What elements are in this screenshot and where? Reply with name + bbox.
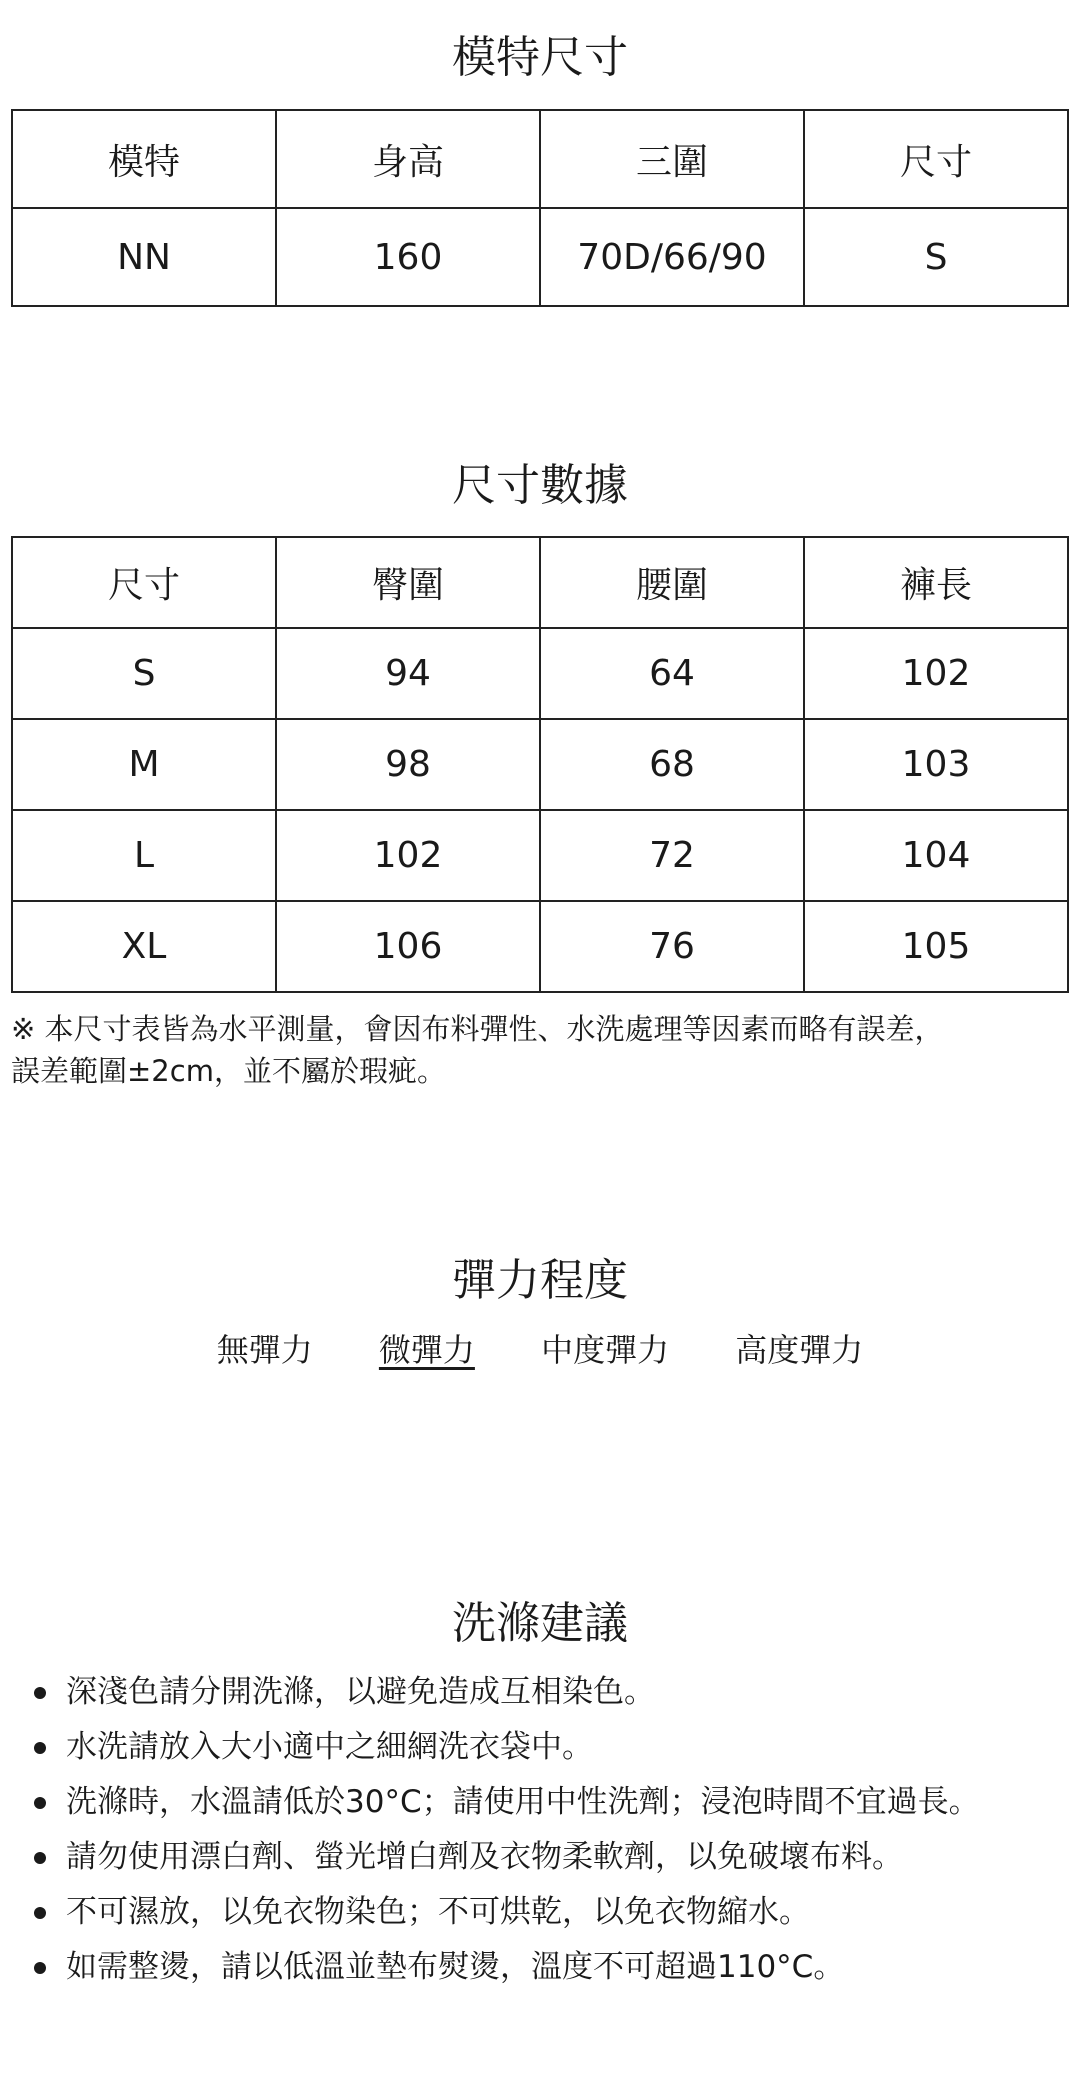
table-cell: 94: [276, 628, 540, 719]
header-cell: 腰圍: [540, 537, 804, 628]
bullet-icon: [34, 1742, 46, 1754]
table-cell: 106: [276, 901, 540, 992]
table-cell: 68: [540, 719, 804, 810]
care-title: 洗滌建議: [452, 1598, 628, 1649]
table-cell: 103: [804, 719, 1068, 810]
elasticity-scale: [0, 1328, 1080, 1372]
bullet-icon: [34, 1852, 46, 1864]
table-row: [12, 901, 1068, 992]
size-data-table: [11, 536, 1069, 993]
table-cell: 76: [540, 901, 804, 992]
table-row: [12, 810, 1068, 901]
table-cell: 70D/66/90: [540, 208, 804, 306]
table-row: [12, 719, 1068, 810]
list-item: [30, 1885, 1075, 1940]
care-item-text: 水洗請放入大小適中之細網洗衣袋中。: [66, 1729, 593, 1765]
table-cell: 64: [540, 628, 804, 719]
elasticity-option-none: 無彈力: [216, 1331, 313, 1369]
care-list: [30, 1665, 1075, 1995]
list-item: [30, 1720, 1075, 1775]
care-item-text: 如需整燙，請以低溫並墊布熨燙，溫度不可超過110°C。: [66, 1949, 845, 1985]
elasticity-option-slight: 微彈力: [378, 1331, 475, 1369]
bullet-icon: [34, 1687, 46, 1699]
measurement-note: [11, 1008, 1071, 1092]
table-cell: NN: [12, 208, 276, 306]
list-item: [30, 1940, 1075, 1995]
note-line: ※ 本尺寸表皆為水平測量，會因布料彈性、水洗處理等因素而略有誤差，: [11, 1012, 944, 1046]
care-item-text: 深淺色請分開洗滌，以避免造成互相染色。: [66, 1674, 655, 1710]
table-cell: XL: [12, 901, 276, 992]
elasticity-title: 彈力程度: [452, 1255, 628, 1306]
list-item: [30, 1775, 1075, 1830]
bullet-icon: [34, 1797, 46, 1809]
elasticity-option-medium: 中度彈力: [541, 1331, 670, 1369]
table-cell: 160: [276, 208, 540, 306]
care-item-text: 請勿使用漂白劑、螢光增白劑及衣物柔軟劑，以免破壞布料。: [66, 1839, 903, 1875]
table-header-row: [12, 537, 1068, 628]
list-item: [30, 1665, 1075, 1720]
bullet-icon: [34, 1907, 46, 1919]
table-cell: S: [804, 208, 1068, 306]
header-cell: 褲長: [804, 537, 1068, 628]
header-cell: 尺寸: [12, 537, 276, 628]
table-cell: 104: [804, 810, 1068, 901]
elasticity-option-high: 高度彈力: [735, 1331, 864, 1369]
table-cell: 98: [276, 719, 540, 810]
table-header-row: [12, 110, 1068, 208]
model-size-table: [11, 109, 1069, 307]
header-cell: 臀圍: [276, 537, 540, 628]
table-cell: L: [12, 810, 276, 901]
table-cell: 105: [804, 901, 1068, 992]
table-cell: 102: [276, 810, 540, 901]
header-cell: 三圍: [540, 110, 804, 208]
table-row: [12, 208, 1068, 306]
model-size-title: 模特尺寸: [452, 32, 628, 83]
header-cell: 模特: [12, 110, 276, 208]
table-cell: 102: [804, 628, 1068, 719]
note-line: 誤差範圍±2cm，並不屬於瑕疵。: [11, 1054, 446, 1088]
list-item: [30, 1830, 1075, 1885]
table-row: [12, 628, 1068, 719]
header-cell: 尺寸: [804, 110, 1068, 208]
table-cell: M: [12, 719, 276, 810]
bullet-icon: [34, 1962, 46, 1974]
care-item-text: 洗滌時，水溫請低於30°C；請使用中性洗劑；浸泡時間不宜過長。: [66, 1784, 980, 1820]
size-data-title: 尺寸數據: [452, 460, 628, 511]
care-item-text: 不可濕放，以免衣物染色；不可烘乾，以免衣物縮水。: [66, 1894, 810, 1930]
table-cell: 72: [540, 810, 804, 901]
header-cell: 身高: [276, 110, 540, 208]
table-cell: S: [12, 628, 276, 719]
